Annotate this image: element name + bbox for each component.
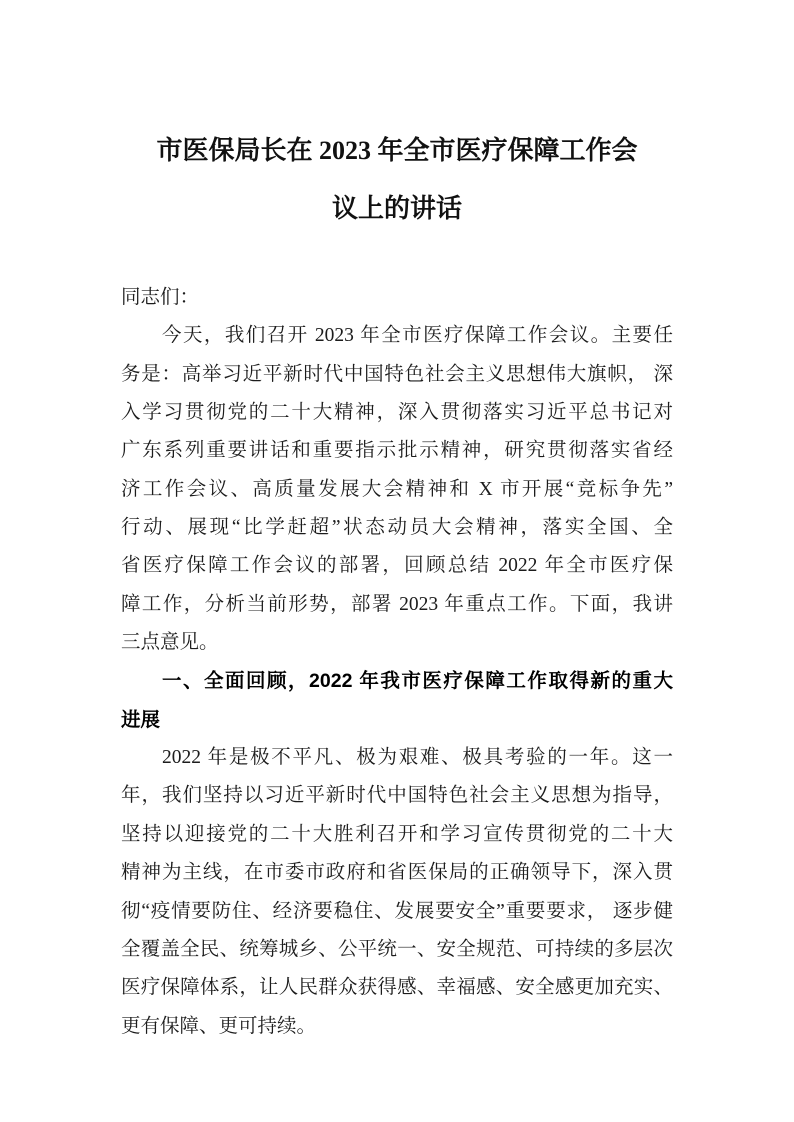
doc-line-salutation: 同志们： [121, 287, 200, 308]
document-title [110, 122, 684, 237]
doc-line: 行动、展现“比学赶超”状态动员大会精神，落实全国、全 [121, 517, 673, 539]
doc-line: 更有保障、更可持续。 [121, 1015, 317, 1037]
doc-line: 广东系列重要讲话和重要指示批示精神，研究贯彻落实省经 [121, 440, 673, 462]
doc-line: 坚持以迎接党的二十大胜利召开和学习宣传贯彻党的二十大 [121, 823, 673, 845]
doc-line: 障工作，分析当前形势，部署 2023 年重点工作。下面，我讲 [121, 593, 673, 615]
doc-line: 2022 年是极不平凡、极为艰难、极具考验的一年。这一 [162, 747, 673, 769]
doc-line: 年，我们坚持以习近平新时代中国特色社会主义思想为指导， [121, 785, 673, 807]
doc-line: 三点意见。 [121, 632, 219, 654]
doc-line: 精神为主线，在市委市政府和省医保局的正确领导下，深入贯 [121, 862, 673, 884]
doc-line: 医疗保障体系，让人民群众获得感、幸福感、安全感更加充实、 [121, 977, 673, 999]
doc-line: 务是：高举习近平新时代中国特色社会主义思想伟大旗帜， 深 [121, 363, 673, 385]
doc-line: 彻“疫情要防住、经济要稳住、发展要安全”重要要求， 逐步健 [121, 900, 673, 922]
doc-line: 省医疗保障工作会议的部署，回顾总结 2022 年全市医疗保 [121, 555, 673, 577]
title-line-2: 议上的讲话 [331, 193, 462, 223]
doc-line: 济工作会议、高质量发展大会精神和 X 市开展“竞标争先” [121, 478, 673, 500]
doc-line: 入学习贯彻党的二十大精神，深入贯彻落实习近平总书记对 [121, 402, 673, 424]
document-body [121, 279, 673, 1046]
section-heading-line-2: 进展 [121, 708, 161, 731]
doc-line: 全覆盖全民、统筹城乡、公平统一、安全规范、可持续的多层次 [121, 938, 673, 960]
doc-line: 今天，我们召开 2023 年全市医疗保障工作会议。主要任 [162, 325, 673, 347]
title-line-1: 市医保局长在 2023 年全市医疗保障工作会 [156, 136, 638, 165]
section-heading-line-1: 一、全面回顾，2022 年我市医疗保障工作取得新的重大 [162, 670, 673, 693]
